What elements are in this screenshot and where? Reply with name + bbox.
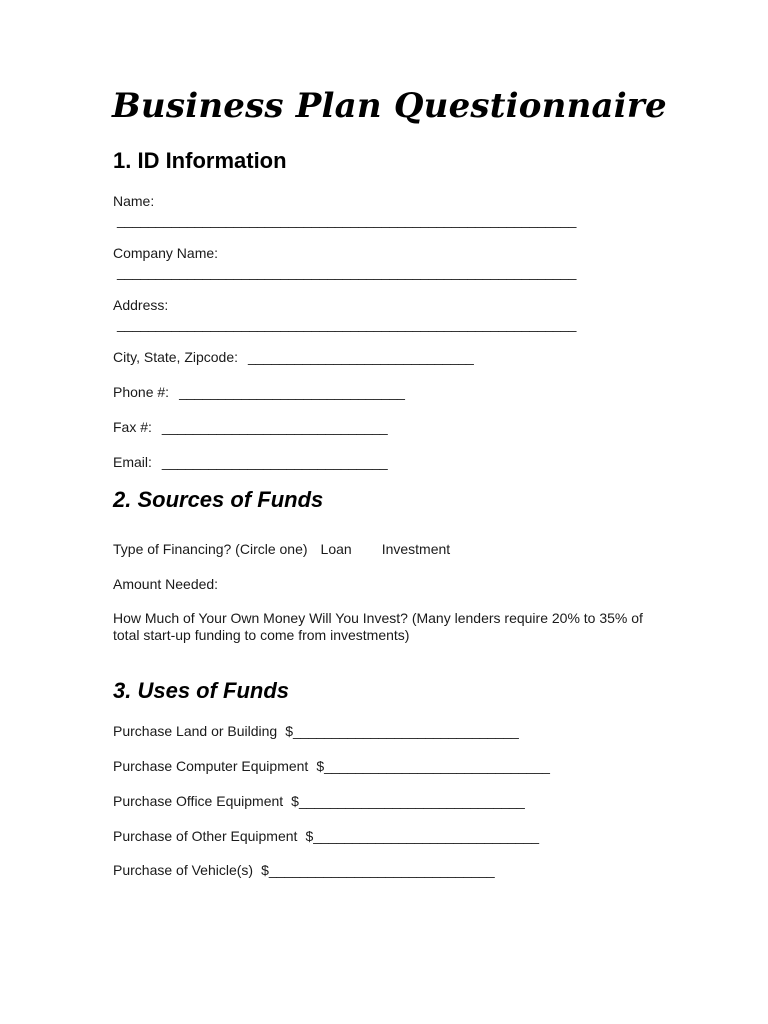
uses-item-blank: $_____________________________	[261, 862, 495, 878]
uses-item-row	[113, 723, 519, 740]
city-state-zip-blank: _____________________________	[248, 349, 474, 365]
uses-item-blank: $_____________________________	[285, 723, 519, 739]
address-field-blank: ___________________________________________________________	[117, 316, 577, 332]
city-state-zip-row	[113, 349, 474, 366]
financing-label: Type of Financing? (Circle one)	[113, 541, 308, 557]
uses-item-blank: $_____________________________	[305, 828, 540, 844]
amount-needed-label: Amount Needed:	[113, 576, 219, 592]
uses-item-label: Purchase Land or Building	[113, 723, 278, 739]
uses-item-row	[113, 828, 539, 845]
phone-row	[113, 384, 405, 401]
section-heading-sources-of-funds: 2. Sources of Funds	[113, 487, 324, 512]
uses-item-label: Purchase Office Equipment	[113, 793, 284, 809]
email-label: Email:	[113, 454, 152, 470]
email-blank: _____________________________	[161, 454, 388, 470]
city-state-zip-label: City, State, Zipcode:	[113, 349, 239, 365]
uses-item-label: Purchase of Other Equipment	[113, 828, 298, 844]
company-name-label: Company Name:	[113, 245, 219, 261]
uses-item-row	[113, 758, 550, 775]
address-label: Address:	[113, 297, 169, 313]
uses-item-row	[113, 862, 495, 879]
financing-row	[113, 541, 450, 558]
section-heading-id-information: 1. ID Information	[113, 148, 287, 173]
fax-row	[113, 419, 388, 436]
document-title: Business Plan Questionnaire	[112, 86, 667, 126]
own-money-question: How Much of Your Own Money Will You Invest? (Many lenders require 20% to 35% of total start-up funding to come from investments)	[113, 610, 643, 643]
name-field-blank: ___________________________________________________________	[117, 212, 577, 228]
company-name-field-blank: ___________________________________________________________	[117, 264, 577, 280]
phone-blank: _____________________________	[179, 384, 405, 400]
uses-item-blank: $_____________________________	[316, 758, 550, 774]
uses-item-label: Purchase of Vehicle(s)	[113, 862, 254, 878]
uses-item-label: Purchase Computer Equipment	[113, 758, 309, 774]
section-heading-uses-of-funds: 3. Uses of Funds	[113, 678, 290, 703]
uses-item-blank: $_____________________________	[291, 793, 525, 809]
uses-item-row	[113, 793, 525, 810]
email-row	[113, 454, 388, 471]
fax-blank: _____________________________	[161, 419, 388, 435]
phone-label: Phone #:	[113, 384, 170, 400]
fax-label: Fax #:	[113, 419, 152, 435]
name-label: Name:	[113, 193, 155, 209]
financing-option-loan: Loan	[320, 541, 352, 557]
financing-option-investment: Investment	[381, 541, 451, 557]
